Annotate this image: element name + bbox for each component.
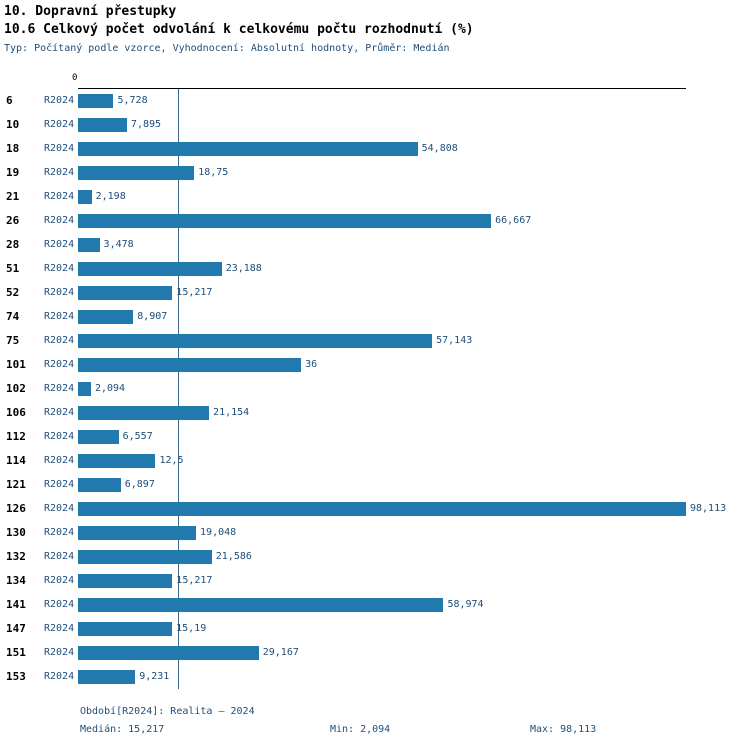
row-category-label: 153 xyxy=(6,670,26,683)
row-category-label: 130 xyxy=(6,526,26,539)
row-bar-area xyxy=(78,353,686,377)
bar[interactable] xyxy=(78,262,222,276)
bar-value-label: 18,75 xyxy=(198,167,229,178)
bar[interactable] xyxy=(78,430,119,444)
row-bar-area xyxy=(78,233,686,257)
row-series-label: R2024 xyxy=(44,215,75,226)
bar[interactable] xyxy=(78,478,121,492)
row-bar-area xyxy=(78,113,686,137)
bar[interactable] xyxy=(78,190,92,204)
table-row xyxy=(0,353,750,377)
row-category-label: 147 xyxy=(6,622,26,635)
row-bar-area xyxy=(78,665,686,689)
bar-value-label: 9,231 xyxy=(139,671,170,682)
bar-value-label: 5,728 xyxy=(117,95,148,106)
bar-value-label: 66,667 xyxy=(495,215,532,226)
footer-period: Období[R2024]: Realita – 2024 xyxy=(80,706,255,717)
row-category-label: 18 xyxy=(6,142,20,155)
row-category-label: 75 xyxy=(6,334,20,347)
bar-value-label: 2,094 xyxy=(94,383,126,394)
row-bar-area xyxy=(78,473,686,497)
bar[interactable] xyxy=(78,382,91,396)
bar-value-label: 6,897 xyxy=(124,479,155,490)
bar-rows xyxy=(0,89,750,689)
table-row xyxy=(0,545,750,569)
row-category-label: 114 xyxy=(6,454,26,467)
row-series-label: R2024 xyxy=(44,455,75,466)
row-category-label: 121 xyxy=(6,478,26,491)
row-bar-area xyxy=(78,185,686,209)
row-series-label: R2024 xyxy=(44,167,75,178)
bar-value-label: 21,586 xyxy=(215,551,252,562)
bar[interactable] xyxy=(78,574,172,588)
table-row xyxy=(0,617,750,641)
row-category-label: 126 xyxy=(6,502,26,515)
row-series-label: R2024 xyxy=(44,671,75,682)
table-row xyxy=(0,425,750,449)
bar[interactable] xyxy=(78,502,686,516)
bar[interactable] xyxy=(78,118,127,132)
row-category-label: 28 xyxy=(6,238,20,251)
bar-value-label: 3,478 xyxy=(103,239,134,250)
row-bar-area xyxy=(78,89,686,113)
bar[interactable] xyxy=(78,166,194,180)
row-category-label: 26 xyxy=(6,214,20,227)
row-category-label: 141 xyxy=(6,598,26,611)
table-row xyxy=(0,113,750,137)
row-category-label: 19 xyxy=(6,166,20,179)
row-category-label: 6 xyxy=(6,94,13,107)
bar[interactable] xyxy=(78,142,418,156)
bar[interactable] xyxy=(78,358,301,372)
axis-zero-tick-label: 0 xyxy=(72,73,78,83)
row-bar-area xyxy=(78,281,686,305)
row-bar-area xyxy=(78,545,686,569)
row-bar-area xyxy=(78,617,686,641)
row-series-label: R2024 xyxy=(44,239,75,250)
bar-value-label: 19,048 xyxy=(200,527,237,538)
row-series-label: R2024 xyxy=(44,599,75,610)
row-series-label: R2024 xyxy=(44,623,75,634)
table-row xyxy=(0,161,750,185)
bar-value-label: 7,895 xyxy=(130,119,162,130)
row-series-label: R2024 xyxy=(44,335,75,346)
row-series-label: R2024 xyxy=(44,575,75,586)
table-row xyxy=(0,137,750,161)
table-row xyxy=(0,377,750,401)
table-row xyxy=(0,665,750,689)
bar-value-label: 98,113 xyxy=(690,503,727,514)
row-series-label: R2024 xyxy=(44,263,75,274)
bar[interactable] xyxy=(78,550,212,564)
footer-min: Min: 2,094 xyxy=(330,724,391,735)
row-bar-area xyxy=(78,257,686,281)
row-series-label: R2024 xyxy=(44,287,75,298)
table-row xyxy=(0,449,750,473)
row-series-label: R2024 xyxy=(44,95,75,106)
row-category-label: 112 xyxy=(6,430,26,443)
bar[interactable] xyxy=(78,334,432,348)
bar-value-label: 6,557 xyxy=(122,431,153,442)
row-category-label: 51 xyxy=(6,262,20,275)
row-bar-area xyxy=(78,521,686,545)
bar-value-label: 2,198 xyxy=(95,191,126,202)
row-category-label: 74 xyxy=(6,310,20,323)
bar-value-label: 57,143 xyxy=(436,335,473,346)
table-row xyxy=(0,593,750,617)
page-title: 10. Dopravní přestupky xyxy=(4,4,177,19)
row-series-label: R2024 xyxy=(44,407,75,418)
chart-title: 10.6 Celkový počet odvolání k celkovému počtu rozhodnutí (%) xyxy=(4,22,474,37)
row-category-label: 52 xyxy=(6,286,20,299)
bar[interactable] xyxy=(78,454,155,468)
bar-value-label: 54,808 xyxy=(421,143,458,154)
bar-value-label: 23,188 xyxy=(225,263,262,274)
row-bar-area xyxy=(78,641,686,665)
row-bar-area xyxy=(78,497,727,521)
table-row xyxy=(0,233,750,257)
bar-value-label: 36 xyxy=(305,359,318,370)
row-series-label: R2024 xyxy=(44,647,75,658)
row-series-label: R2024 xyxy=(44,143,75,154)
bar-value-label: 12,5 xyxy=(159,455,184,466)
bar[interactable] xyxy=(78,406,209,420)
row-series-label: R2024 xyxy=(44,311,75,322)
row-category-label: 21 xyxy=(6,190,20,203)
bar-value-label: 8,907 xyxy=(137,311,168,322)
bar-value-label: 15,217 xyxy=(176,287,213,298)
table-row xyxy=(0,257,750,281)
table-row xyxy=(0,329,750,353)
bar[interactable] xyxy=(78,598,443,612)
row-series-label: R2024 xyxy=(44,191,75,202)
bar[interactable] xyxy=(78,622,172,636)
plot-area xyxy=(0,88,750,690)
table-row xyxy=(0,497,750,521)
bar-value-label: 21,154 xyxy=(213,407,250,418)
bar[interactable] xyxy=(78,646,259,660)
bar[interactable] xyxy=(78,526,196,540)
row-bar-area xyxy=(78,305,686,329)
row-bar-area xyxy=(78,329,686,353)
row-bar-area xyxy=(78,425,686,449)
bar[interactable] xyxy=(78,310,133,324)
row-series-label: R2024 xyxy=(44,551,75,562)
bar[interactable] xyxy=(78,214,491,228)
table-row xyxy=(0,473,750,497)
bar-value-label: 58,974 xyxy=(447,599,484,610)
table-row xyxy=(0,641,750,665)
table-row xyxy=(0,569,750,593)
row-bar-area xyxy=(78,209,686,233)
table-row xyxy=(0,281,750,305)
bar-value-label: 15,217 xyxy=(176,575,213,586)
table-row xyxy=(0,401,750,425)
table-row xyxy=(0,305,750,329)
row-series-label: R2024 xyxy=(44,527,75,538)
row-bar-area xyxy=(78,593,686,617)
row-bar-area xyxy=(78,449,686,473)
row-bar-area xyxy=(78,161,686,185)
row-category-label: 10 xyxy=(6,118,20,131)
table-row xyxy=(0,521,750,545)
row-bar-area xyxy=(78,569,686,593)
row-category-label: 102 xyxy=(6,382,26,395)
bar-value-label: 15,19 xyxy=(176,623,207,634)
bar[interactable] xyxy=(78,286,172,300)
row-category-label: 101 xyxy=(6,358,26,371)
table-row xyxy=(0,209,750,233)
row-category-label: 106 xyxy=(6,406,26,419)
row-bar-area xyxy=(78,137,686,161)
table-row xyxy=(0,89,750,113)
row-series-label: R2024 xyxy=(44,431,75,442)
row-series-label: R2024 xyxy=(44,359,75,370)
bar-value-label: 29,167 xyxy=(262,647,299,658)
chart-subtitle: Typ: Počítaný podle vzorce, Vyhodnocení: Absolutní hodnoty, Průměr: Medián xyxy=(4,43,450,54)
table-row xyxy=(0,185,750,209)
row-series-label: R2024 xyxy=(44,383,75,394)
row-bar-area xyxy=(78,377,686,401)
footer-max: Max: 98,113 xyxy=(530,724,597,735)
footer-median: Medián: 15,217 xyxy=(80,724,165,735)
bar[interactable] xyxy=(78,238,100,252)
row-bar-area xyxy=(78,401,686,425)
bar[interactable] xyxy=(78,670,135,684)
bar[interactable] xyxy=(78,94,113,108)
row-series-label: R2024 xyxy=(44,479,75,490)
row-category-label: 132 xyxy=(6,550,26,563)
row-series-label: R2024 xyxy=(44,119,75,130)
row-series-label: R2024 xyxy=(44,503,75,514)
row-category-label: 151 xyxy=(6,646,26,659)
row-category-label: 134 xyxy=(6,574,26,587)
